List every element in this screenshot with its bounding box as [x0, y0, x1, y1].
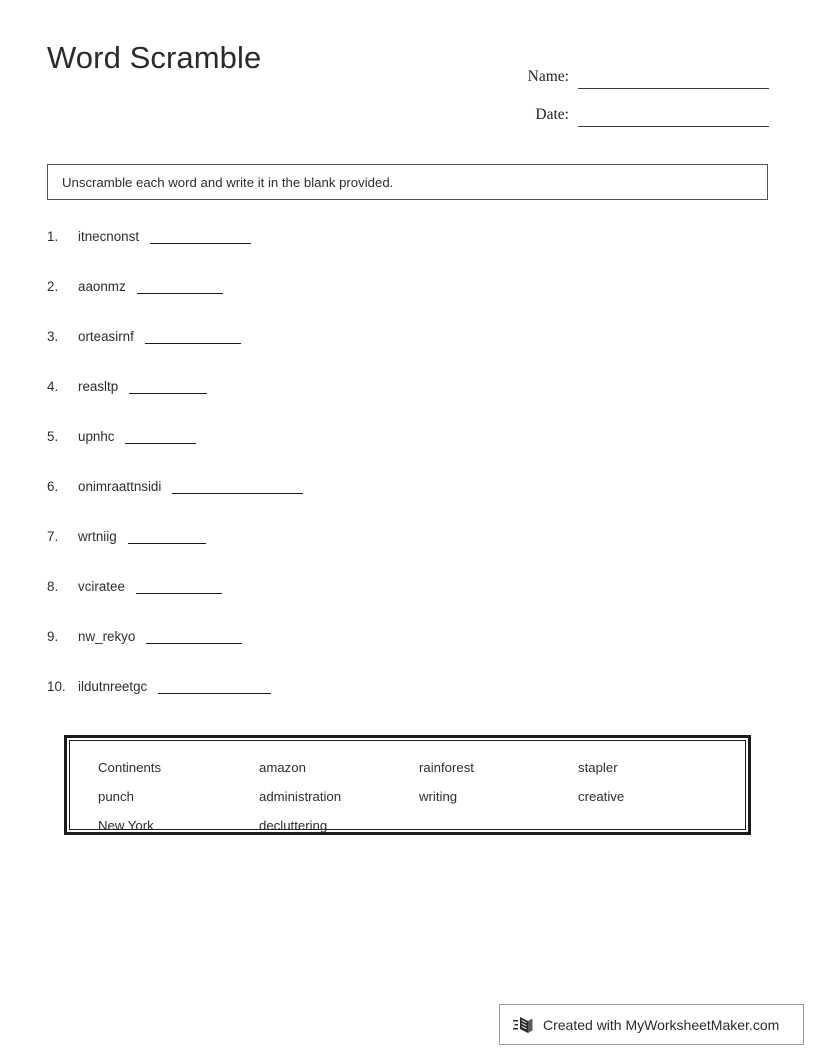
worksheet-maker-logo-icon — [512, 1013, 536, 1037]
word-bank-word: Continents — [98, 760, 162, 775]
word-bank-word: administration — [259, 789, 342, 804]
scramble-item-number: 7. — [47, 529, 59, 544]
word-bank-word: creative — [578, 789, 625, 804]
scramble-item-number: 9. — [47, 629, 59, 644]
word-bank-inner — [69, 740, 746, 833]
scramble-item-word: reasltp — [78, 379, 119, 394]
date-label: Date: — [535, 106, 569, 123]
scramble-answer-blank[interactable] — [150, 242, 251, 244]
name-label: Name: — [527, 68, 569, 85]
scramble-item — [47, 478, 747, 528]
scramble-answer-blank[interactable] — [137, 292, 223, 294]
scramble-item-number: 4. — [47, 379, 59, 394]
scramble-item-number: 8. — [47, 579, 59, 594]
scramble-item-number: 3. — [47, 329, 59, 344]
scramble-item-number: 1. — [47, 229, 59, 244]
word-bank-word: stapler — [578, 760, 618, 775]
page-title: Word Scramble — [47, 40, 262, 75]
scramble-item — [47, 228, 747, 278]
scramble-item — [47, 278, 747, 328]
word-bank-grid — [98, 753, 745, 840]
scramble-item — [47, 328, 747, 378]
word-bank-word: New York — [98, 818, 154, 833]
scramble-answer-blank[interactable] — [146, 642, 242, 644]
word-bank-word: amazon — [259, 760, 306, 775]
footer-text: Created with MyWorksheetMaker.com — [543, 1016, 780, 1033]
scramble-answer-blank[interactable] — [136, 592, 222, 594]
scramble-answer-blank[interactable] — [172, 492, 303, 494]
scramble-item-number: 5. — [47, 429, 59, 444]
date-row — [479, 89, 769, 127]
scramble-item-number: 6. — [47, 479, 59, 494]
word-bank-word: rainforest — [419, 760, 474, 775]
scramble-answer-blank[interactable] — [158, 692, 271, 694]
word-bank — [64, 735, 751, 835]
scramble-item-word: itnecnonst — [78, 229, 140, 244]
scramble-list — [47, 228, 747, 728]
scramble-item-word: orteasirnf — [78, 329, 134, 344]
scramble-answer-blank[interactable] — [128, 542, 206, 544]
instruction-box — [47, 164, 768, 200]
word-bank-word: punch — [98, 789, 134, 804]
scramble-item-word: wrtniig — [78, 529, 117, 544]
footer-badge[interactable] — [499, 1004, 804, 1045]
scramble-item-word: upnhc — [78, 429, 115, 444]
scramble-item — [47, 378, 747, 428]
date-input[interactable] — [578, 107, 769, 127]
scramble-item — [47, 678, 747, 728]
word-bank-word: writing — [419, 789, 458, 804]
scramble-answer-blank[interactable] — [145, 342, 241, 344]
instruction-text: Unscramble each word and write it in the blank provided. — [62, 174, 394, 190]
scramble-item-number: 10. — [47, 679, 66, 694]
scramble-item — [47, 578, 747, 628]
scramble-answer-blank[interactable] — [129, 392, 207, 394]
name-date-block — [479, 51, 769, 127]
name-row — [479, 51, 769, 89]
scramble-item-word: aaonmz — [78, 279, 126, 294]
scramble-item — [47, 428, 747, 478]
scramble-item — [47, 528, 747, 578]
word-bank-word: decluttering — [259, 818, 328, 833]
scramble-item — [47, 628, 747, 678]
scramble-item-word: vciratee — [78, 579, 125, 594]
name-input[interactable] — [578, 69, 769, 89]
worksheet-header — [47, 40, 769, 126]
scramble-answer-blank[interactable] — [125, 442, 196, 444]
scramble-item-word: ildutnreetgc — [78, 679, 148, 694]
scramble-item-word: onimraattnsidi — [78, 479, 162, 494]
scramble-item-number: 2. — [47, 279, 59, 294]
scramble-item-word: nw_rekyo — [78, 629, 136, 644]
